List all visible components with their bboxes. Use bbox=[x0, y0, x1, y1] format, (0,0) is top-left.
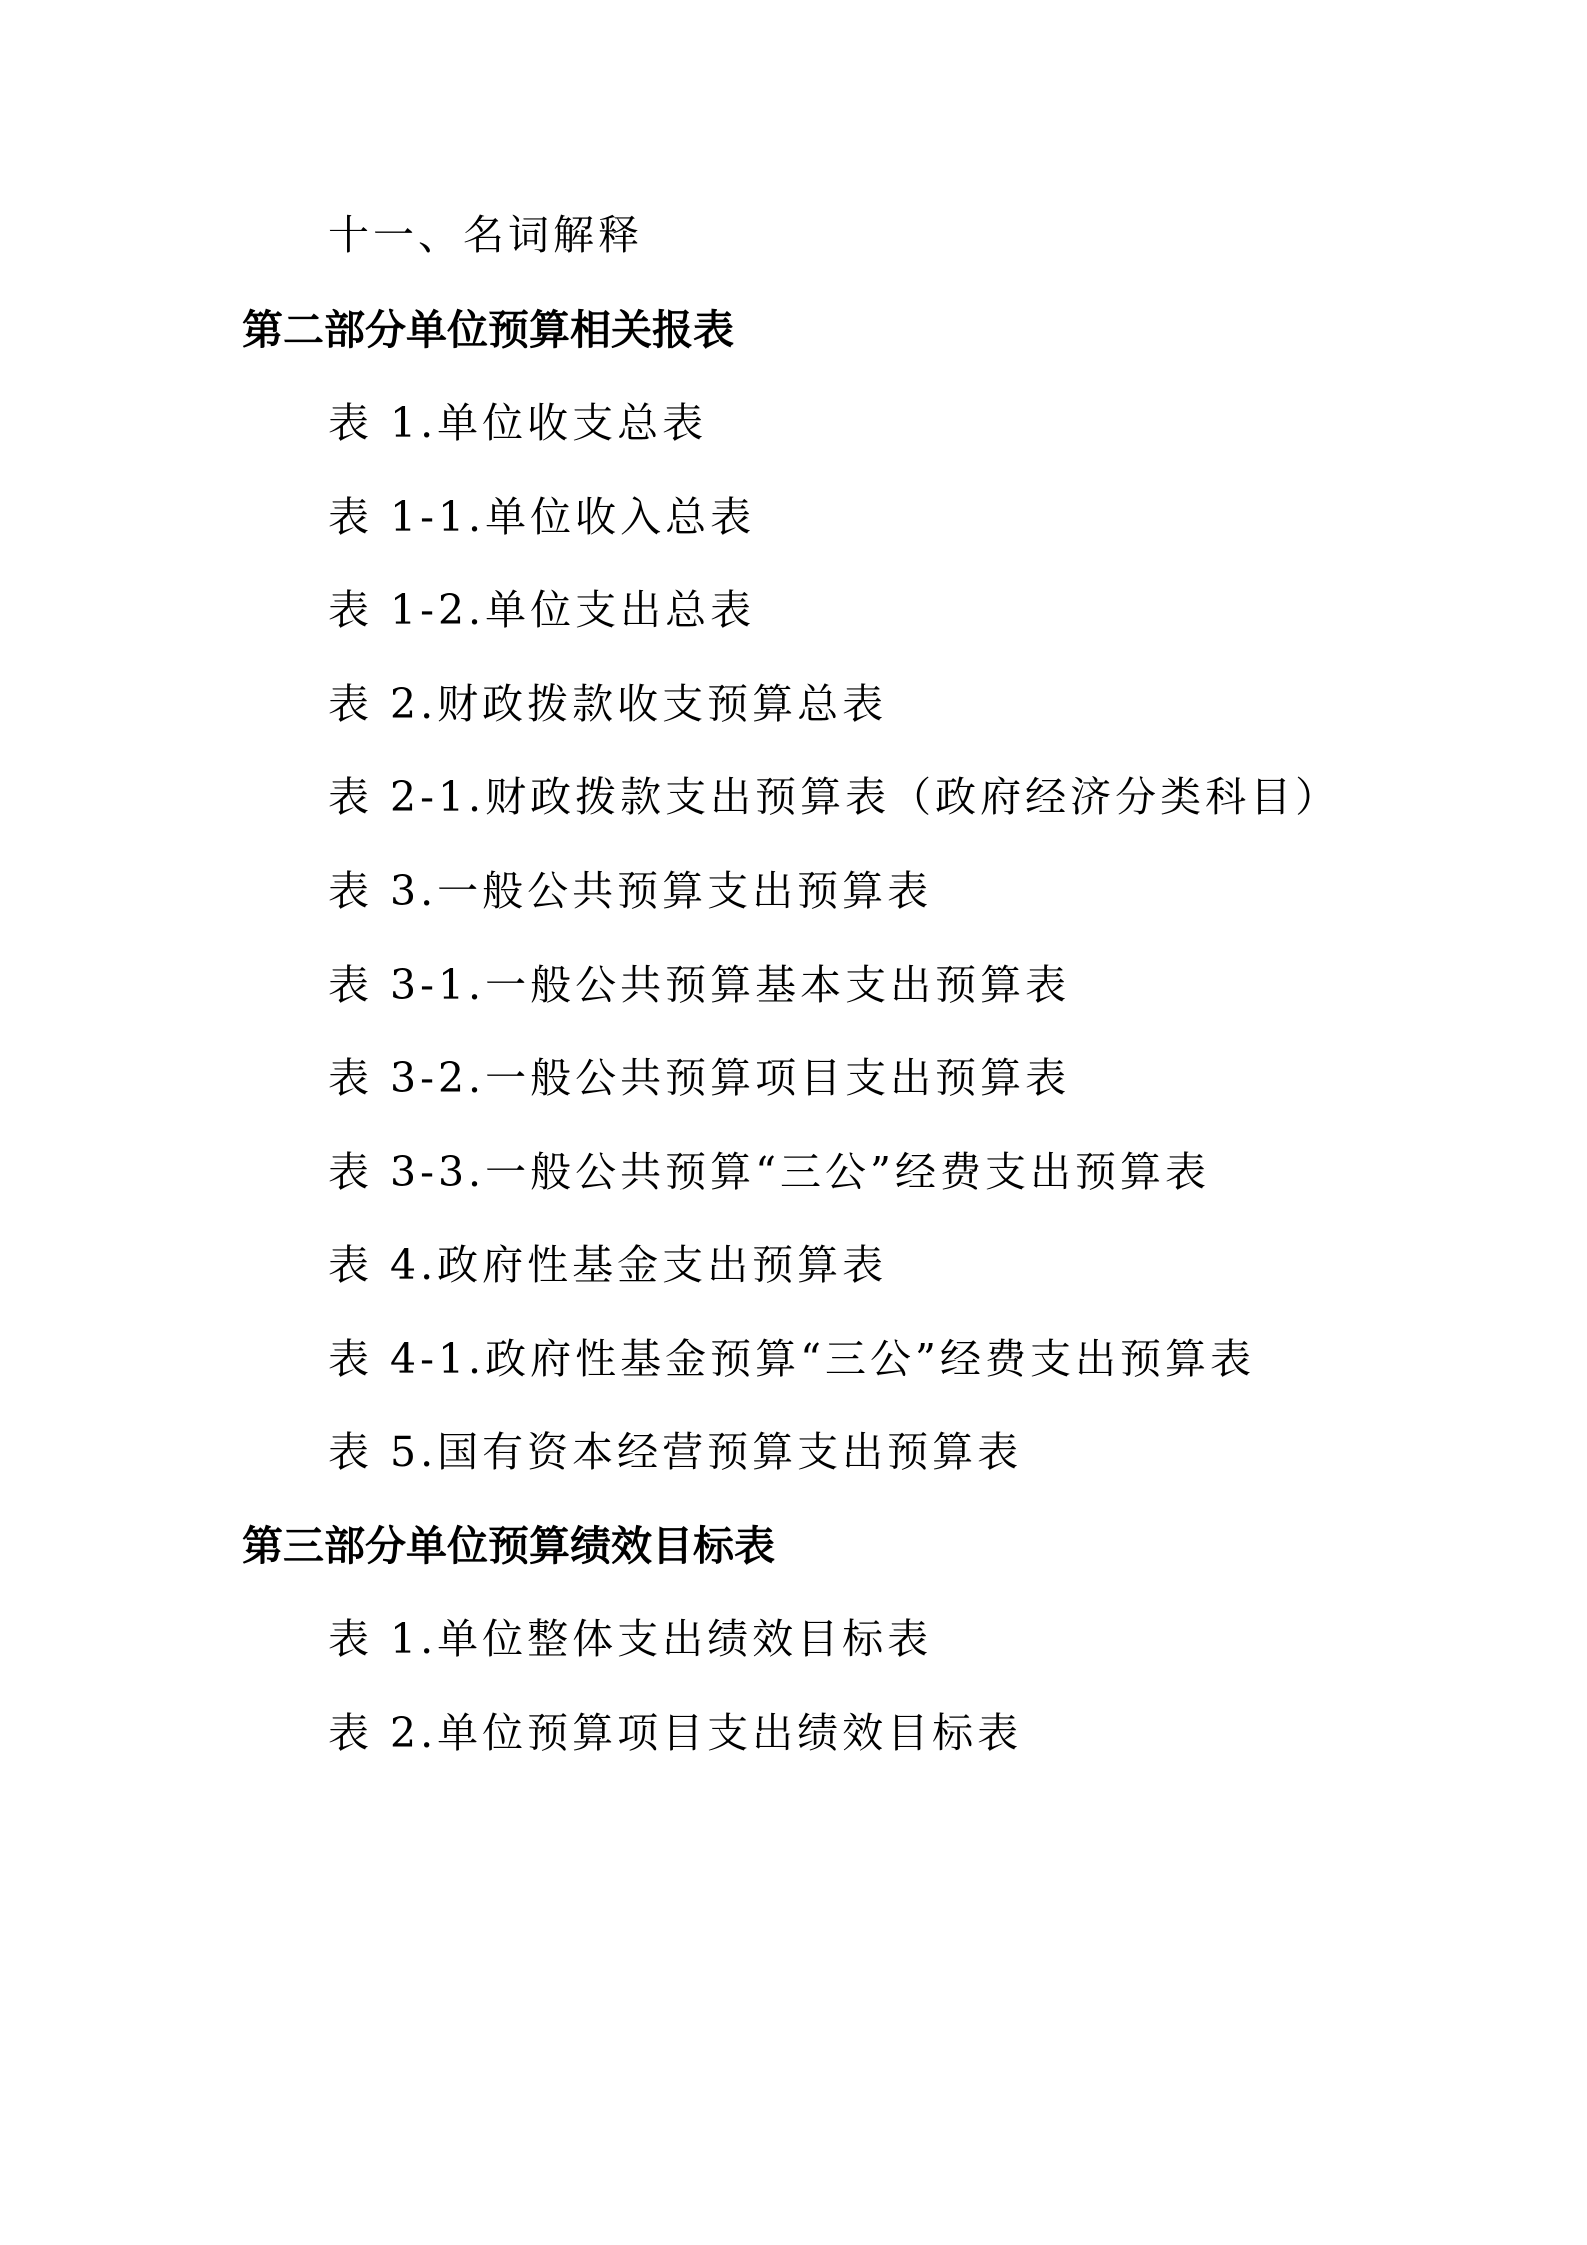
part2-item: 表 3-2.一般公共预算项目支出预算表 bbox=[328, 1054, 1071, 1102]
part2-item: 表 3-1.一般公共预算基本支出预算表 bbox=[328, 961, 1071, 1009]
part3-item: 表 1.单位整体支出绩效目标表 bbox=[328, 1615, 933, 1663]
part2-item: 表 1.单位收支总表 bbox=[328, 399, 708, 447]
part2-item: 表 4-1.政府性基金预算“三公”经费支出预算表 bbox=[328, 1335, 1256, 1383]
part3-heading: 第三部分单位预算绩效目标表 bbox=[242, 1522, 775, 1570]
part2-item: 表 1-2.单位支出总表 bbox=[328, 586, 756, 634]
part2-item: 表 2.财政拨款收支预算总表 bbox=[328, 680, 888, 728]
part2-item: 表 3.一般公共预算支出预算表 bbox=[328, 867, 933, 915]
part2-item: 表 5.国有资本经营预算支出预算表 bbox=[328, 1428, 1023, 1476]
part2-item: 表 4.政府性基金支出预算表 bbox=[328, 1241, 888, 1289]
part2-item: 表 1-1.单位收入总表 bbox=[328, 493, 756, 541]
part2-heading: 第二部分单位预算相关报表 bbox=[242, 306, 734, 354]
part3-item: 表 2.单位预算项目支出绩效目标表 bbox=[328, 1709, 1023, 1757]
section-item-glossary: 十一、名词解释 bbox=[328, 211, 643, 259]
part2-item: 表 2-1.财政拨款支出预算表（政府经济分类科目） bbox=[328, 773, 1341, 821]
part2-item: 表 3-3.一般公共预算“三公”经费支出预算表 bbox=[328, 1148, 1211, 1196]
